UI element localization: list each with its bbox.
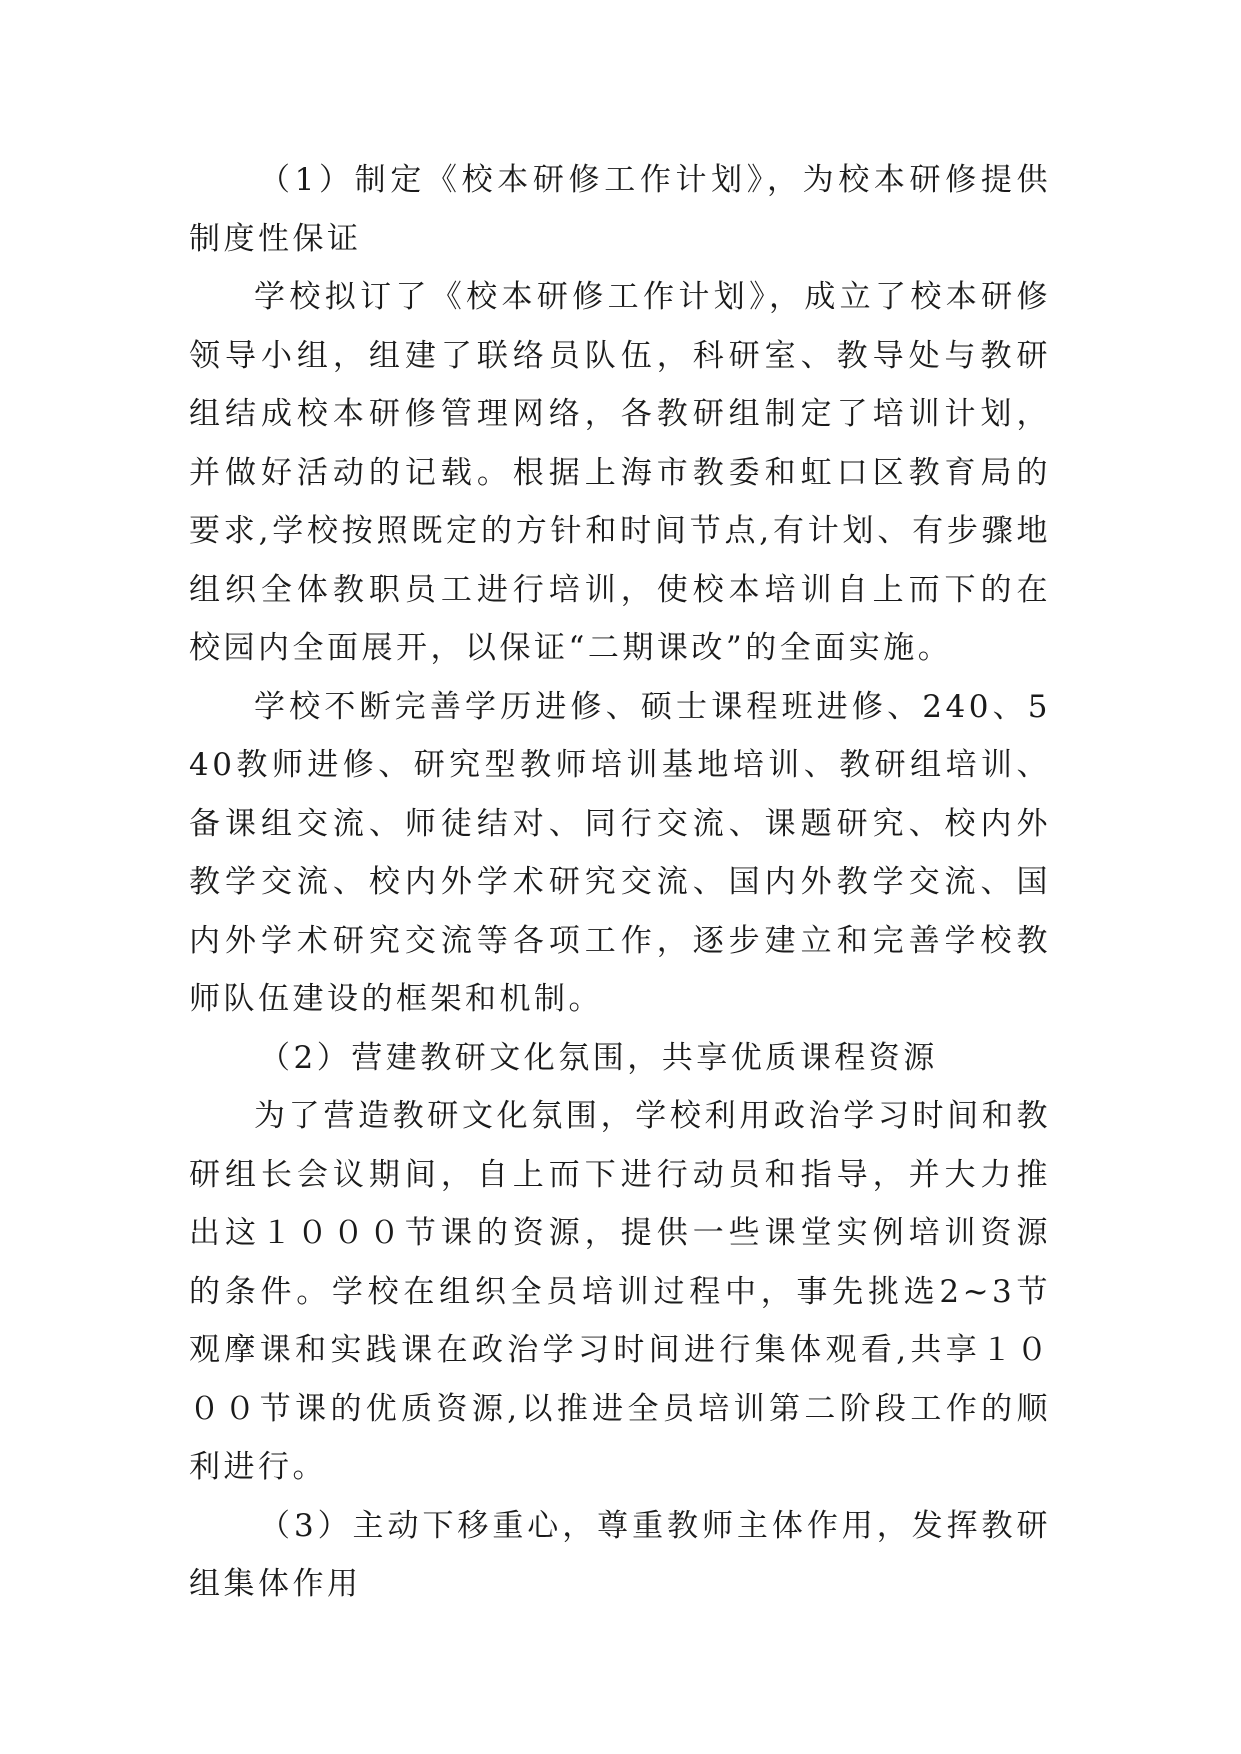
body-paragraph-2: 学校不断完善学历进修、硕士课程班进修、240、540教师进修、研究型教师培训基地培训、教研组培训、备课组交流、师徒结对、同行交流、课题研究、校内外教学交流、校内外学术研究交流、国内外教学交流、国内外学术研究交流等各项工作，逐步建立和完善学校教师队伍建设的框架和机制。 — [189, 688, 1051, 1017]
section-heading-2: （2）营建教研文化氛围，共享优质课程资源 — [259, 1039, 938, 1076]
body-paragraph-1: 学校拟订了《校本研修工作计划》，成立了校本研修领导小组，组建了联络员队伍，科研室、教导处与教研组结成校本研修管理网络，各教研组制定了培训计划，并做好活动的记载。根据上海市教委和虹口区教育局的要求,学校按照既定的方针和时间节点,有计划、有步骤地组织全体教职员工进行培训，使校本培训自上而下的在校园内全面展开，以保证“二期课改”的全面实施。 — [189, 279, 1051, 666]
section-heading-3: （3）主动下移重心，尊重教师主体作用，发挥教研组集体作用 — [189, 1507, 1051, 1602]
document-body — [189, 151, 1051, 1614]
section-heading-1: （1）制定《校本研修工作计划》，为校本研修提供制度性保证 — [189, 162, 1051, 257]
body-paragraph-3: 为了营造教研文化氛围，学校利用政治学习时间和教研组长会议期间，自上而下进行动员和指导，并大力推出这１０００节课的资源，提供一些课堂实例培训资源的条件。学校在组织全员培训过程中，事先挑选2~3节观摩课和实践课在政治学习时间进行集体观看,共享１０００节课的优质资源,以推进全员培训第二阶段工作的顺利进行。 — [189, 1098, 1051, 1485]
